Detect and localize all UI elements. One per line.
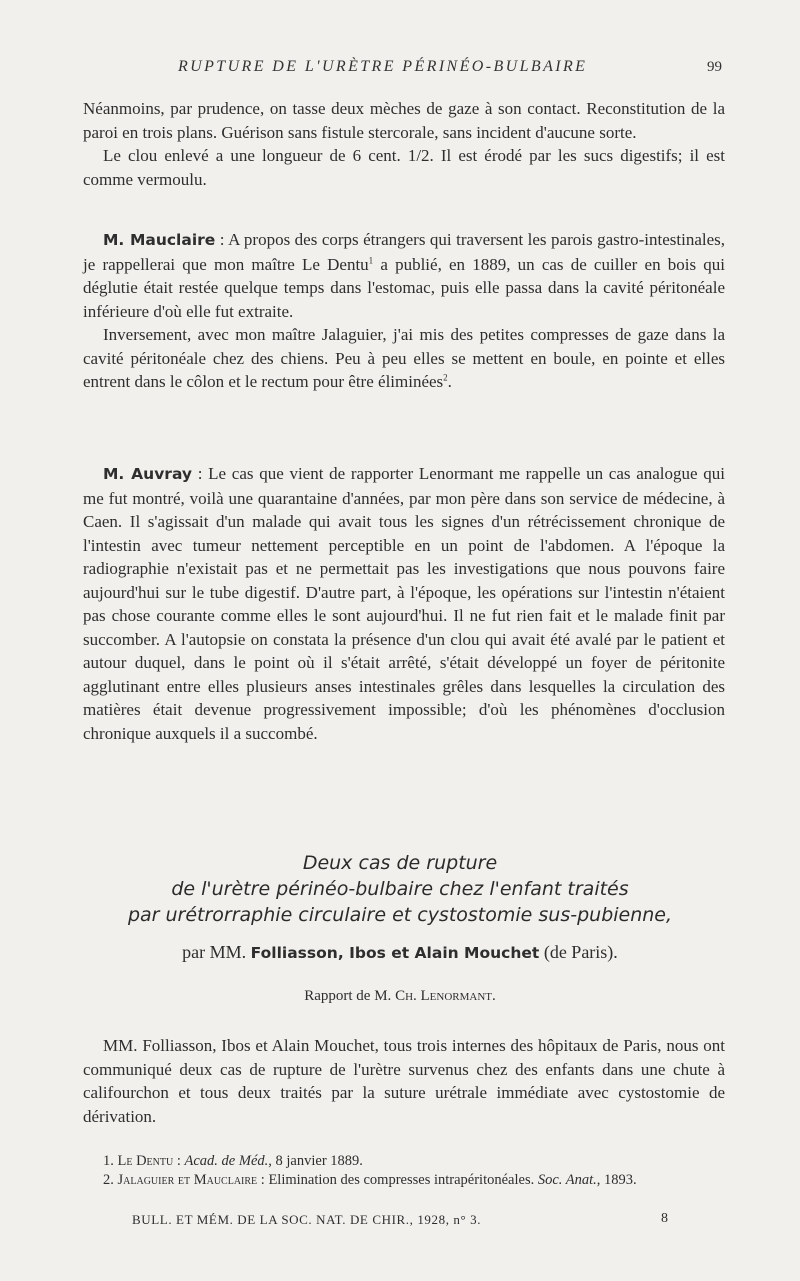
footnote-ref: 1 xyxy=(368,254,374,265)
speaker-name: M. Mauclaire xyxy=(103,231,216,249)
footnotes xyxy=(83,1152,725,1190)
continued-text xyxy=(83,97,725,191)
mauclaire-remarks xyxy=(83,228,725,394)
running-head xyxy=(0,58,800,82)
paragraph-intro: MM. Folliasson, Ibos et Alain Mouchet, tous trois internes des hôpitaux de Paris, nous ont communiqué deux cas de rupture de l'urètre survenus chez des enfants dans une chute à califourchon et tous deux traités par la suture urétrale immédiate avec cystostomie de dérivation. xyxy=(83,1036,725,1126)
paragraph-auvray: M. Auvray : Le cas que vient de rapporter Lenormant me rappelle un cas analogue qui me fut montré, voilà une quarantaine d'années, par mon père dans son service de médecine, à Caen. Il s'agissait d'un malade qui avait tous les signes d'un rétrécissement chronique de l'intestin avec tumeur nettement perceptible en un point de l'abdomen. A l'époque la radiographie n'existait pas et ne permettait pas les investigations que nous pouvons faire aujourd'hui sur le tube digestif. D'autre part, à l'époque, les opérations sur l'intestin n'étaient pas chose courante comme elles le sont aujourd'hui. Il ne fut rien fait et le malade finit par succomber. A l'autopsie on constata la présence d'un clou qui avait été avalé par le patient et autour duquel, dans le point où il s'était arrêté, s'était développé un foyer de péritonite agglutinant entre elles plusieurs anses intestinales grêles dans lesquelles la circulation des matières était devenue progressivement impossible; d'où les phénomènes d'occlusion chronique auxquels il a succombé. xyxy=(83,464,725,743)
footnote-2: 2. Jalaguier et Mauclaire : Elimination des compresses intrapéritonéales. Soc. Anat., 1893. xyxy=(103,1172,637,1188)
article-title: Deux cas de rupture de l'urètre périnéo-bulbaire chez l'enfant traités par urétrorraphie circulaire et cystostomie sus-pubienne, xyxy=(127,852,673,926)
report-line: Rapport de M. Ch. Lenormant. xyxy=(304,988,496,1004)
journal-footer: BULL. ET MÉM. DE LA SOC. NAT. DE CHIR., 1928, n° 3. xyxy=(132,1212,482,1227)
running-title: RUPTURE DE L'URÈTRE PÉRINÉO-BULBAIRE xyxy=(178,58,588,75)
paragraph-closing: Néanmoins, par prudence, on tasse deux mèches de gaze à son contact. Reconstitution de la paroi en trois plans. Guérison sans fistule stercorale, sans incident d'aucune sorte. xyxy=(83,99,725,142)
paragraph-jalaguier: Inversement, avec mon maître Jalaguier, j'ai mis des petites compresses de gaze dans la cavité péritonéale chez des chiens. Peu à peu elles se mettent en boule, en pointe et elles entrent dans le côlon et le rectum pour être éliminées$^2$. xyxy=(83,325,725,391)
paragraph-mauclaire: M. Mauclaire : A propos des corps étrangers qui traversent les parois gastro-intestinales, je rappellerai que mon maître Le Dentu$^1$ a publié, en 1889, un cas de cuiller en bois qui déglutie était restée quelque temps dans l'estomac, puis elle passa dans la cavité péritonéale inférieure d'où elle fut extraite. xyxy=(83,230,726,321)
article-authors: par MM. Folliasson, Ibos et Alain Mouchet (de Paris). xyxy=(182,942,618,962)
auvray-remarks xyxy=(83,462,725,745)
article-intro xyxy=(83,1034,725,1128)
signature-mark: 8 xyxy=(661,1211,668,1226)
footnote-1: 1. Le Dentu : Acad. de Méd., 8 janvier 1889. xyxy=(103,1153,363,1169)
footnote-ref: 2 xyxy=(443,372,448,383)
page-number: 99 xyxy=(707,59,722,75)
paragraph-nail: Le clou enlevé a une longueur de 6 cent. 1/2. Il est érodé par les sucs digestifs; il est comme vermoulu. xyxy=(83,146,725,189)
speaker-name: M. Auvray xyxy=(103,465,193,483)
